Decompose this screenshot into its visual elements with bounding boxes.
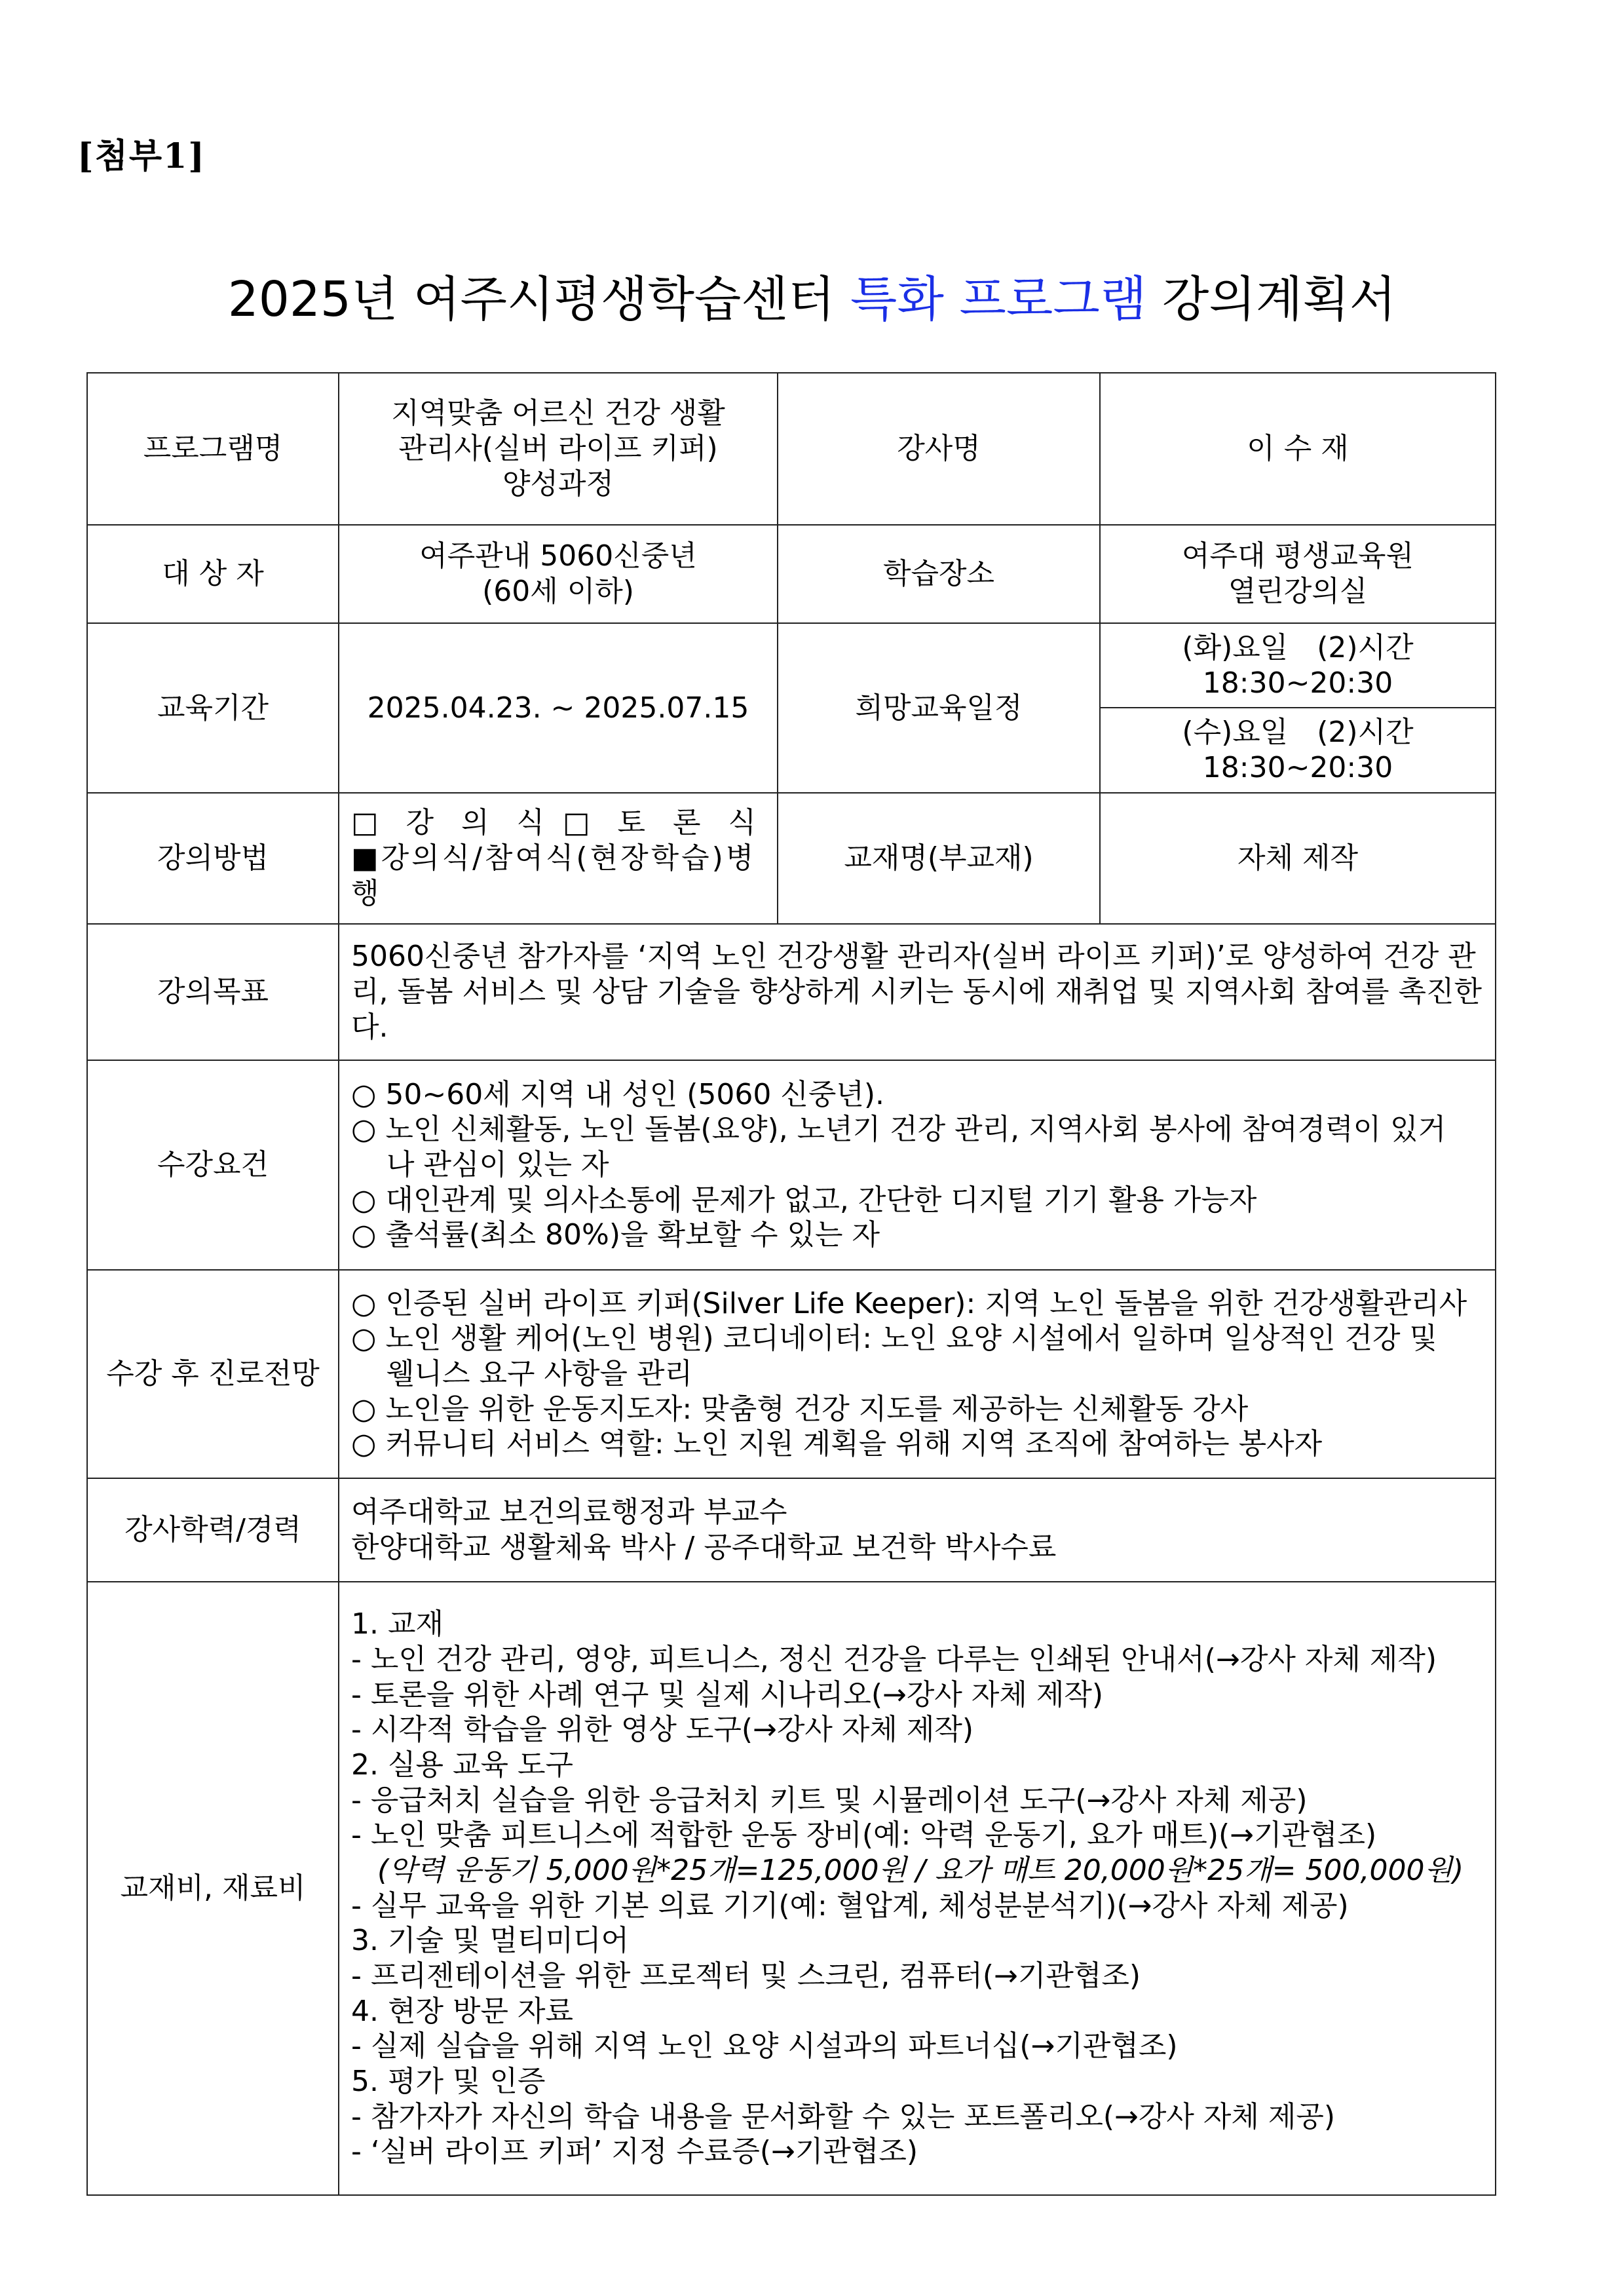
materials-item: - ‘실버 라이프 키퍼’ 지정 수료증(→기관협조) bbox=[351, 2135, 918, 2169]
requirements-label: 수강요건 bbox=[87, 1060, 339, 1270]
row-bio bbox=[87, 1478, 1496, 1582]
row-period bbox=[87, 623, 1496, 708]
materials-item: - 참가자가 자신의 학습 내용을 문서화할 수 있는 포트폴리오(→강사 자체 제공) bbox=[351, 2099, 1336, 2133]
materials-item: - 프리젠테이션을 위한 프로젝터 및 스크린, 컴퓨터(→기관협조) bbox=[351, 1959, 1141, 1993]
materials-item: 5. 평가 및 인증 bbox=[351, 2065, 546, 2099]
row-career bbox=[87, 1270, 1496, 1478]
row-target bbox=[87, 525, 1496, 623]
requirements-list: ○ 50~60세 지역 내 성인 (5060 신중년). ○ 노인 신체활동, 노인 돌봄(요양), 노년기 건강 관리, 지역사회 봉사에 참여경력이 있거 나 관심이 있는 자 ○ 대인관계 및 의사소통에 문제가 없고, 간단한 디지털 기기 활용 가능자 ○ 출석률(최소 80%)을 확보할 수 있는 자 bbox=[339, 1060, 1496, 1270]
goal-text: 5060신중년 참가자를 ‘지역 노인 건강생활 관리자(실버 라이프 키퍼)’로 양성하여 건강 관리, 돌봄 서비스 및 상담 기술을 향상하게 시키는 동시에 재취업 및 지역사회 참여를 촉진한다. bbox=[339, 924, 1496, 1060]
row-materials bbox=[87, 1582, 1496, 2195]
schedule-label: 희망교육일정 bbox=[778, 623, 1100, 793]
title-part-3: 프로그램 bbox=[959, 271, 1147, 328]
materials-cost-note: (악력 운동기 5,000원*25개=125,000원 / 요가 매트 20,000원*25개= 500,000원) bbox=[377, 1854, 1464, 1888]
row-requirements bbox=[87, 1060, 1496, 1270]
bio-label: 강사학력/경력 bbox=[87, 1478, 339, 1582]
lecture-plan-table bbox=[86, 372, 1496, 2196]
title-part-4: 강의계획서 bbox=[1161, 271, 1397, 328]
materials-label: 교재비, 재료비 bbox=[87, 1582, 339, 2195]
materials-item: 2. 실용 교육 도구 bbox=[351, 1748, 573, 1782]
career-label: 수강 후 진로전망 bbox=[87, 1270, 339, 1478]
materials-item: - 노인 맞춤 피트니스에 적합한 운동 장비(예: 악력 운동기, 요가 매트)(→기관협조) bbox=[351, 1818, 1377, 1852]
materials-item: - 시각적 학습을 위한 영상 도구(→강사 자체 제작) bbox=[351, 1713, 974, 1747]
textbook-label: 교재명(부교재) bbox=[778, 793, 1100, 924]
method-option-lecture: □ 강 의 식 bbox=[351, 806, 554, 840]
target-label: 대 상 자 bbox=[87, 525, 339, 623]
period-value: 2025.04.23. ~ 2025.07.15 bbox=[339, 623, 778, 793]
document-title bbox=[0, 261, 1624, 330]
instructor-value: 이 수 재 bbox=[1100, 373, 1496, 525]
venue-label: 학습장소 bbox=[778, 525, 1100, 623]
materials-item: 4. 현장 방문 자료 bbox=[351, 1994, 573, 2028]
row-goal bbox=[87, 924, 1496, 1060]
title-part-2: 특화 bbox=[850, 271, 944, 328]
career-list: ○ 인증된 실버 라이프 키퍼(Silver Life Keeper): 지역 노인 돌봄을 위한 건강생활관리사 ○ 노인 생활 케어(노인 병원) 코디네이터: 노인 요양 시설에서 일하며 일상적인 건강 및 웰니스 요구 사항을 관리 ○ 노인을 위한 운동지도자: 맞춤형 건강 지도를 제공하는 신체활동 강사 ○ 커뮤니티 서비스 역할: 노인 지원 계획을 위해 지역 조직에 참여하는 봉사자 bbox=[339, 1270, 1496, 1478]
period-label: 교육기간 bbox=[87, 623, 339, 793]
textbook-value: 자체 제작 bbox=[1100, 793, 1496, 924]
instructor-label: 강사명 bbox=[778, 373, 1100, 525]
row-method bbox=[87, 793, 1496, 924]
materials-item: - 노인 건강 관리, 영양, 피트니스, 정신 건강을 다루는 인쇄된 안내서(→강사 자체 제작) bbox=[351, 1642, 1437, 1676]
schedule-slot-1: (화)요일 (2)시간 18:30~20:30 bbox=[1100, 623, 1496, 708]
materials-item: - 실제 실습을 위해 지역 노인 요양 시설과의 파트너십(→기관협조) bbox=[351, 2029, 1178, 2063]
materials-item: - 실무 교육을 위한 기본 의료 기기(예: 혈압계, 체성분분석기)(→강사 자체 제공) bbox=[351, 1888, 1349, 1923]
schedule-slot-2: (수)요일 (2)시간 18:30~20:30 bbox=[1100, 708, 1496, 792]
method-options bbox=[351, 805, 765, 841]
method-label: 강의방법 bbox=[87, 793, 339, 924]
materials-item: - 응급처치 실습을 위한 응급처치 키트 및 시뮬레이션 도구(→강사 자체 제공) bbox=[351, 1783, 1308, 1817]
program-label: 프로그램명 bbox=[87, 373, 339, 525]
materials-item: - 토론을 위한 사례 연구 및 실제 시나리오(→강사 자체 제작) bbox=[351, 1677, 1104, 1712]
title-part-1: 2025년 여주시평생학습센터 bbox=[227, 271, 835, 328]
attachment-label: [첨부1] bbox=[77, 136, 206, 176]
target-value: 여주관내 5060신중년 (60세 이하) bbox=[339, 525, 778, 623]
program-value: 지역맞춤 어르신 건강 생활 관리사(실버 라이프 키퍼) 양성과정 bbox=[339, 373, 778, 525]
materials-list bbox=[339, 1582, 1496, 2195]
goal-label: 강의목표 bbox=[87, 924, 339, 1060]
method-option-discussion: □ 토 론 식 bbox=[562, 806, 765, 840]
method-selected: ■강의식/참여식(현장학습)병행 bbox=[351, 841, 757, 910]
materials-item: 1. 교재 bbox=[351, 1607, 444, 1641]
bio-list: 여주대학교 보건의료행정과 부교수 한양대학교 생활체육 박사 / 공주대학교 보건학 박사수료 bbox=[339, 1478, 1496, 1582]
venue-value: 여주대 평생교육원 열린강의실 bbox=[1100, 525, 1496, 623]
method-value bbox=[339, 793, 778, 924]
materials-item: 3. 기술 및 멀티미디어 bbox=[351, 1924, 629, 1958]
row-program bbox=[87, 373, 1496, 525]
